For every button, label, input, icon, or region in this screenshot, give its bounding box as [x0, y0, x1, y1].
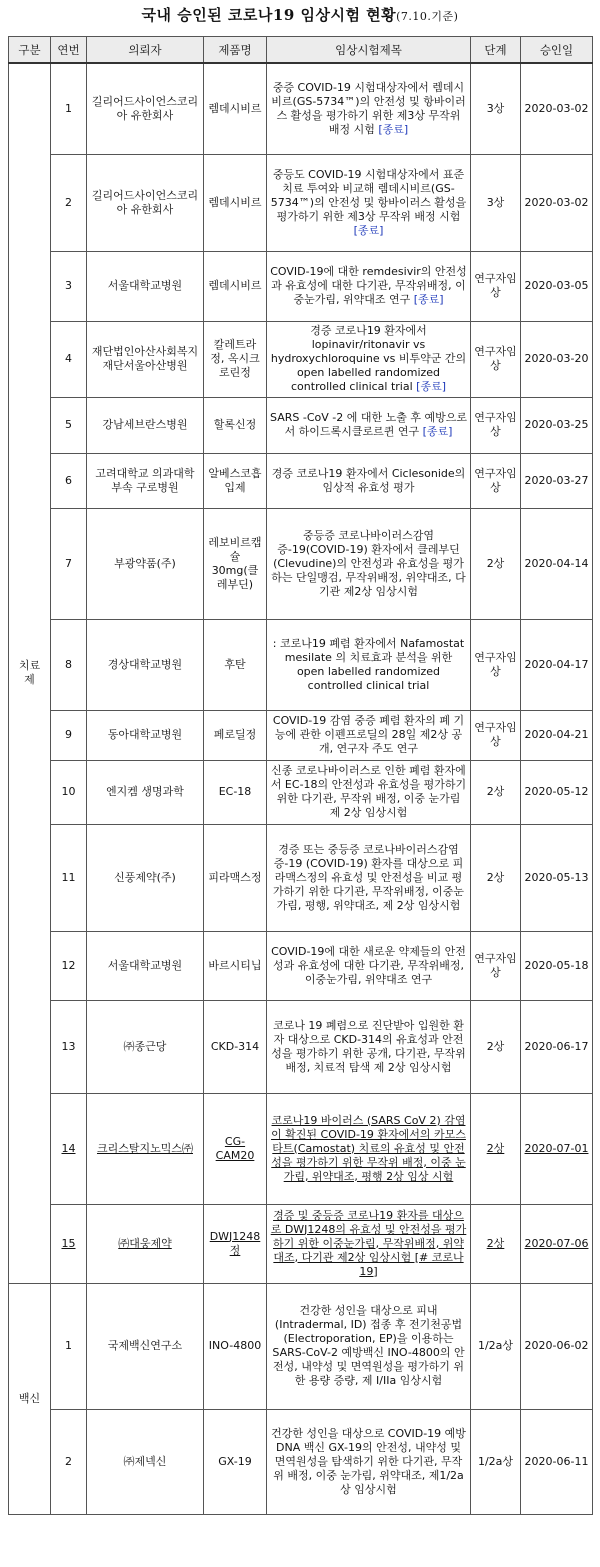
trial-title-cell-text: 건강한 성인을 대상으로 피내(Intradermal, ID) 접종 후 전기천공법(Electroporation, EP)을 이용하는 SARS-CoV-2 예방백신 INO-4800의 안전성, 내약성 및 면역원성을 평가하기 위한 용량 증량, 제 I/IIa 임상시험 — [272, 1304, 465, 1387]
phase-cell — [471, 1000, 521, 1093]
phase-cell — [471, 508, 521, 619]
phase-cell-text: 2상 — [486, 1141, 505, 1155]
trial-title-cell-text: 경증 및 중등증 코로나19 환자를 대상으로 DWJ1248의 유효성 및 안전성을 평가하기 위한 이중눈가림, 무작위배정, 위약대조, 다기관 제2상 임상시험 [# 코로나19] — [270, 1208, 467, 1278]
table-row — [9, 1283, 593, 1409]
phase-cell-text: 연구자임상 — [474, 466, 517, 494]
phase-cell — [471, 1204, 521, 1283]
status-tag-link[interactable]: [종료] — [378, 122, 409, 136]
trial-title-cell — [267, 619, 471, 710]
sponsor-cell-text: ㈜종근당 — [123, 1039, 167, 1053]
approval-date-cell — [521, 397, 593, 453]
phase-cell — [471, 760, 521, 824]
table-row — [9, 824, 593, 931]
sponsor-cell — [87, 619, 204, 710]
sponsor-cell-text: 신풍제약(주) — [114, 870, 176, 884]
trial-title-cell-text: SARS -CoV -2 에 대한 노출 후 예방으로서 하이드록시클로르퀸 연구 — [270, 411, 467, 438]
product-cell — [204, 1409, 267, 1514]
approval-date-cell — [521, 251, 593, 321]
row-number-cell — [51, 1000, 87, 1093]
row-number-cell-text: 2 — [65, 1454, 72, 1468]
phase-cell-text: 3상 — [486, 101, 505, 115]
phase-cell-text: 2상 — [486, 556, 505, 570]
product-cell — [204, 619, 267, 710]
trial-title-cell — [267, 1409, 471, 1514]
product-cell-text: 할록신정 — [213, 418, 257, 431]
phase-cell — [471, 931, 521, 1000]
trial-title-cell-text: 중증 COVID-19 시험대상자에서 렘데시비르(GS-5734™)의 안전성 및 항바이러스 활성을 평가하기 위한 제3상 무작위 배정 시험 — [271, 80, 466, 136]
row-number-cell — [51, 1093, 87, 1204]
phase-cell-text: 2상 — [486, 785, 505, 798]
approval-date-cell — [521, 760, 593, 824]
phase-cell-text: 연구자임상 — [474, 951, 517, 979]
row-number-cell-text: 1 — [65, 1339, 72, 1352]
table-row — [9, 1093, 593, 1204]
row-number-cell — [51, 619, 87, 710]
product-cell — [204, 1093, 267, 1204]
header-product: 제품명 — [204, 37, 267, 64]
approval-date-cell-text: 2020-04-14 — [524, 556, 589, 570]
trial-title-cell — [267, 931, 471, 1000]
approval-date-cell — [521, 1000, 593, 1093]
phase-cell — [471, 710, 521, 760]
row-number-cell-text: 10 — [61, 785, 76, 798]
trial-title-cell — [267, 321, 471, 397]
phase-cell — [471, 619, 521, 710]
approval-date-cell-text: 2020-03-25 — [524, 418, 589, 431]
sponsor-cell — [87, 251, 204, 321]
approval-date-cell-text: 2020-03-02 — [524, 195, 589, 209]
trial-title-cell — [267, 397, 471, 453]
sponsor-cell-text: 부광약품(주) — [114, 556, 176, 570]
approval-date-cell-text: 2020-07-06 — [524, 1236, 589, 1250]
product-cell-text: GX-19 — [218, 1454, 252, 1468]
approval-date-cell-text: 2020-05-18 — [524, 958, 589, 972]
row-number-cell — [51, 321, 87, 397]
sponsor-cell-text: 국제백신연구소 — [107, 1339, 183, 1352]
product-cell-text: 후탄 — [224, 657, 246, 671]
trial-title-cell-text: 경증 코로나19 환자에서 Ciclesonide의 임상적 유효성 평가 — [271, 466, 466, 494]
approval-date-cell — [521, 710, 593, 760]
approval-date-cell-text: 2020-04-17 — [524, 657, 589, 671]
row-number-cell — [51, 508, 87, 619]
product-cell — [204, 508, 267, 619]
status-tag-link[interactable]: [종료] — [416, 380, 446, 393]
sponsor-cell-text: 동아대학교병원 — [107, 728, 183, 741]
phase-cell — [471, 321, 521, 397]
approval-date-cell-text: 2020-03-27 — [524, 473, 589, 487]
page-title — [0, 0, 600, 34]
product-cell-text: 페로딜정 — [213, 728, 257, 741]
approval-date-cell — [521, 63, 593, 154]
row-number-cell-text: 9 — [65, 728, 72, 741]
sponsor-cell — [87, 710, 204, 760]
trial-title-cell-text: 신종 코로나바이러스로 인한 폐렴 환자에서 EC-18의 안전성과 유효성을 평가하기 위한 다기관, 무작위 배정, 이중 눈가림 제 2상 임상시험 — [270, 764, 467, 819]
approval-date-cell-text: 2020-07-01 — [524, 1141, 589, 1155]
approval-date-cell — [521, 321, 593, 397]
table-row — [9, 1409, 593, 1514]
trial-title-cell — [267, 508, 471, 619]
trial-title-cell-text: : 코로나19 폐렴 환자에서 Nafamostat mesilate 의 치료효과 분석을 위한 open labelled randomized controlled clinical trial — [272, 636, 465, 692]
table-row — [9, 397, 593, 453]
product-cell — [204, 1000, 267, 1093]
sponsor-cell-text: ㈜제넥신 — [123, 1454, 167, 1468]
trial-title-cell-text: 경증 코로나19 환자에서 lopinavir/ritonavir vs hydroxychloroquine vs 비투약군 간의 open labelled randomized controlled clinical trial — [270, 324, 467, 393]
row-number-cell-text: 1 — [65, 101, 72, 115]
sponsor-cell-text: 크리스탈지노믹스㈜ — [96, 1141, 193, 1155]
row-number-cell-text: 4 — [65, 352, 72, 365]
phase-cell — [471, 824, 521, 931]
trial-title-cell — [267, 453, 471, 508]
sponsor-cell-text: 고려대학교 의과대학 부속 구로병원 — [95, 466, 195, 494]
status-tag-link[interactable]: [종료] — [413, 293, 444, 306]
row-number-cell — [51, 1283, 87, 1409]
product-cell — [204, 931, 267, 1000]
sponsor-cell-text: 길리어드사이언스코리아 유한회사 — [91, 188, 199, 216]
header-phase: 단계 — [471, 37, 521, 64]
sponsor-cell — [87, 931, 204, 1000]
row-number-cell — [51, 397, 87, 453]
sponsor-cell — [87, 453, 204, 508]
sponsor-cell — [87, 1409, 204, 1514]
product-cell-text: 피라맥스정 — [208, 870, 262, 884]
phase-cell-text: 연구자임상 — [474, 650, 517, 678]
row-number-cell-text: 5 — [65, 418, 72, 431]
sponsor-cell-text: 길리어드사이언스코리아 유한회사 — [91, 94, 199, 122]
trial-title-cell — [267, 710, 471, 760]
phase-cell-text: 연구자임상 — [474, 272, 517, 299]
phase-cell — [471, 397, 521, 453]
sponsor-cell — [87, 1093, 204, 1204]
table-header-row — [9, 37, 593, 64]
sponsor-cell-text: 서울대학교병원 — [107, 279, 183, 292]
trial-title-cell-text: 건강한 성인을 대상으로 COVID-19 예방 DNA 백신 GX-19의 안전성, 내약성 및 면역원성을 탐색하기 위한 다기관, 무작위 배정, 이중 눈가림, 위약대조, 제1/2a상 임상시험 — [271, 1426, 466, 1496]
trial-title-cell — [267, 154, 471, 251]
row-number-cell-text: 12 — [61, 958, 76, 972]
row-number-cell — [51, 251, 87, 321]
trial-title-cell-text: COVID-19에 대한 새로운 약제들의 안전성과 유효성에 대한 다기관, 무작위배정, 이중눈가림, 위약대조 연구 — [271, 944, 466, 986]
phase-cell-text: 2상 — [486, 870, 505, 884]
header-sponsor: 의뢰자 — [87, 37, 204, 64]
trial-title-cell — [267, 1093, 471, 1204]
approval-date-cell — [521, 508, 593, 619]
product-cell-text: 렘데시비르 — [208, 195, 262, 209]
approval-date-cell — [521, 154, 593, 251]
table-row — [9, 1204, 593, 1283]
table-row — [9, 154, 593, 251]
table-row — [9, 931, 593, 1000]
sponsor-cell — [87, 1283, 204, 1409]
approval-date-cell-text: 2020-06-11 — [524, 1454, 589, 1468]
row-number-cell-text: 13 — [61, 1039, 76, 1053]
phase-cell — [471, 1283, 521, 1409]
product-cell-text: CG-CAM20 — [215, 1134, 255, 1162]
table-row — [9, 1000, 593, 1093]
trial-title-cell-text: 코로나 19 폐렴으로 진단받아 입원한 환자 대상으로 CKD-314의 유효성과 안전성을 평가하기 위한 공개, 다기관, 무작위배정, 치료적 탐색 제 2상 임상시험 — [271, 1018, 466, 1074]
phase-cell — [471, 453, 521, 508]
product-cell-text: 렘데시비르 — [208, 101, 262, 115]
product-cell-text: 바르시티닙 — [208, 958, 262, 972]
trial-title-cell-text: COVID-19에 대한 remdesivir의 안전성과 유효성에 대한 다기관, 무작위배정, 이중눈가림, 위약대조 연구 — [270, 265, 467, 306]
header-approval-date: 승인일 — [521, 37, 593, 64]
sponsor-cell-text: 서울대학교병원 — [107, 958, 183, 972]
phase-cell-text: 2상 — [486, 1039, 505, 1053]
trial-title-cell — [267, 63, 471, 154]
row-number-cell-text: 7 — [65, 556, 72, 570]
approval-date-cell-text: 2020-03-02 — [524, 101, 589, 115]
trial-title-cell — [267, 824, 471, 931]
approval-date-cell — [521, 824, 593, 931]
sponsor-cell — [87, 760, 204, 824]
product-cell — [204, 824, 267, 931]
trial-title-cell-text: COVID-19 감염 중증 폐렴 환자의 폐 기능에 관한 이펜프로딜의 28일 제2상 공개, 연구자 주도 연구 — [272, 714, 465, 755]
product-cell-text: 레보비르캡슐30mg(클레부딘) — [208, 535, 262, 591]
product-cell — [204, 1204, 267, 1283]
table-body — [9, 63, 593, 1514]
approval-date-cell — [521, 931, 593, 1000]
row-number-cell — [51, 453, 87, 508]
phase-cell — [471, 251, 521, 321]
phase-cell-text: 3상 — [486, 195, 505, 209]
row-number-cell-text: 2 — [65, 195, 72, 209]
approval-date-cell — [521, 453, 593, 508]
sponsor-cell — [87, 1000, 204, 1093]
sponsor-cell-text: 강남세브란스병원 — [102, 418, 188, 431]
phase-cell — [471, 154, 521, 251]
row-number-cell-text: 6 — [65, 473, 72, 487]
phase-cell-text: 1/2a상 — [477, 1454, 514, 1468]
product-cell-text: 알베스코흡입제 — [208, 466, 262, 494]
header-number: 연번 — [51, 37, 87, 64]
row-number-cell-text: 15 — [61, 1236, 76, 1250]
table-row — [9, 453, 593, 508]
approval-date-cell-text: 2020-05-12 — [524, 785, 589, 798]
table-row — [9, 508, 593, 619]
product-cell — [204, 760, 267, 824]
sponsor-cell — [87, 1204, 204, 1283]
sponsor-cell-text: 재단법인아산사회복지재단서울아산병원 — [91, 345, 199, 372]
approval-date-cell — [521, 619, 593, 710]
sponsor-cell — [87, 154, 204, 251]
approval-date-cell — [521, 1409, 593, 1514]
trial-title-cell — [267, 1000, 471, 1093]
table-row — [9, 710, 593, 760]
approval-date-cell-text: 2020-03-20 — [524, 352, 589, 365]
phase-cell — [471, 63, 521, 154]
phase-cell-text: 연구자임상 — [474, 345, 517, 372]
product-cell-text: DWJ1248정 — [209, 1229, 261, 1257]
row-number-cell — [51, 710, 87, 760]
table-row — [9, 760, 593, 824]
trial-title-cell — [267, 760, 471, 824]
phase-cell — [471, 1409, 521, 1514]
product-cell-text: EC-18 — [218, 785, 252, 798]
status-tag-link[interactable]: [종료] — [422, 425, 453, 438]
trial-title-cell-text: 코로나19 바이러스 (SARS CoV 2) 감염이 확진된 COVID-19 환자에서의 카모스타트(Camostat) 치료의 유효성 및 안전성을 평가하기 위한 무작위 배정, 이중 눈가림, 위약대조, 평행 2상 임상 시험 — [271, 1113, 466, 1183]
product-cell-text: INO-4800 — [208, 1339, 262, 1352]
product-cell — [204, 321, 267, 397]
phase-cell-text: 1/2a상 — [477, 1339, 514, 1352]
table-row — [9, 63, 593, 154]
phase-cell-text: 연구자임상 — [474, 411, 517, 438]
product-cell — [204, 710, 267, 760]
page-title-date: (7.10.기준) — [396, 10, 459, 23]
approval-date-cell-text: 2020-04-21 — [524, 728, 589, 741]
approval-date-cell-text: 2020-06-02 — [524, 1339, 589, 1352]
table-row — [9, 619, 593, 710]
product-cell-text: 칼레트라정, 옥시크로린정 — [210, 338, 260, 379]
page-title-main: 국내 승인된 코로나19 임상시험 현황 — [141, 6, 397, 24]
approval-date-cell — [521, 1093, 593, 1204]
row-number-cell — [51, 1204, 87, 1283]
category-cell: 치료 제 — [9, 63, 51, 1283]
sponsor-cell-text: ㈜대웅제약 — [118, 1236, 172, 1250]
phase-cell-text: 2상 — [486, 1236, 505, 1250]
row-number-cell-text: 11 — [61, 870, 76, 884]
trial-title-cell — [267, 1283, 471, 1409]
row-number-cell-text: 3 — [65, 279, 72, 292]
approval-date-cell-text: 2020-03-05 — [524, 279, 589, 292]
row-number-cell-text: 14 — [61, 1141, 76, 1155]
trial-title-cell-text: 경증 또는 중등증 코로나바이러스감염증-19 (COVID-19) 환자를 대상으로 피라맥스정의 유효성 및 안전성을 비교 평가하기 위한 다기관, 무작위배정, 이중눈가림, 평행, 위약대조, 제 2상 임상시험 — [273, 842, 464, 912]
trial-title-cell-text: 중등도 COVID-19 시험대상자에서 표준 치료 투여와 비교해 렘데시비르(GS-5734™)의 안전성 및 항바이러스 활성을 평가하기 위한 제3상 무작위 배정 시험 — [270, 167, 467, 223]
sponsor-cell — [87, 824, 204, 931]
header-trial-title: 임상시험제목 — [267, 37, 471, 64]
product-cell-text: 렘데시비르 — [208, 279, 262, 292]
approval-date-cell-text: 2020-05-13 — [524, 870, 589, 884]
category-cell: 백신 — [9, 1283, 51, 1514]
product-cell — [204, 251, 267, 321]
header-category: 구분 — [9, 37, 51, 64]
approval-date-cell-text: 2020-06-17 — [524, 1039, 589, 1053]
phase-cell — [471, 1093, 521, 1204]
table-row — [9, 251, 593, 321]
row-number-cell — [51, 154, 87, 251]
trial-title-cell — [267, 251, 471, 321]
product-cell — [204, 154, 267, 251]
clinical-trials-table — [8, 36, 593, 1515]
approval-date-cell — [521, 1204, 593, 1283]
product-cell-text: CKD-314 — [210, 1039, 260, 1053]
trial-title-cell — [267, 1204, 471, 1283]
row-number-cell — [51, 1409, 87, 1514]
sponsor-cell-text: 엔지켐 생명과학 — [106, 785, 184, 798]
product-cell — [204, 63, 267, 154]
row-number-cell — [51, 760, 87, 824]
row-number-cell-text: 8 — [65, 657, 72, 671]
approval-date-cell — [521, 1283, 593, 1409]
table-row — [9, 321, 593, 397]
sponsor-cell-text: 경상대학교병원 — [107, 657, 183, 671]
status-tag-link[interactable]: [종료] — [353, 223, 384, 237]
sponsor-cell — [87, 397, 204, 453]
trial-title-cell-text: 중등증 코로나바이러스감염증-19(COVID-19) 환자에서 클레부딘(Clevudine)의 안전성과 유효성을 평가하는 단일맹검, 무작위배정, 위약대조, 다기관 제2상 임상시험 — [271, 528, 466, 598]
sponsor-cell — [87, 321, 204, 397]
row-number-cell — [51, 931, 87, 1000]
sponsor-cell — [87, 508, 204, 619]
sponsor-cell — [87, 63, 204, 154]
row-number-cell — [51, 63, 87, 154]
product-cell — [204, 1283, 267, 1409]
row-number-cell — [51, 824, 87, 931]
product-cell — [204, 453, 267, 508]
product-cell — [204, 397, 267, 453]
phase-cell-text: 연구자임상 — [474, 721, 517, 748]
